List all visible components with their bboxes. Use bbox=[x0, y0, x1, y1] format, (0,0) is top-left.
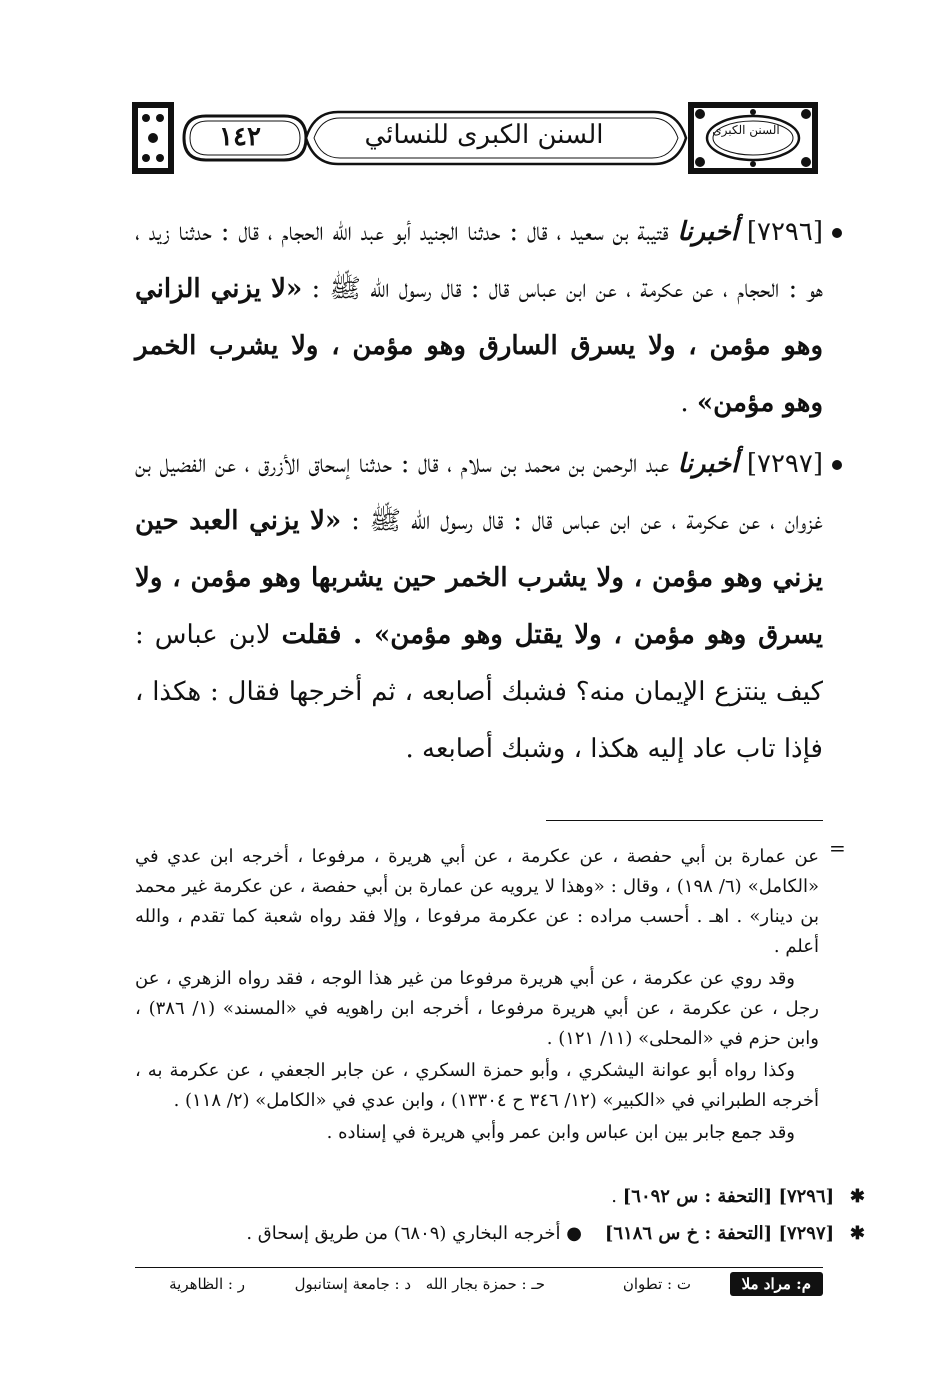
bullet-icon bbox=[832, 460, 842, 470]
tuhfa-line-7296 bbox=[135, 1182, 865, 1212]
source-t: ت : تطوان bbox=[622, 1275, 691, 1293]
source-m: م: مراد ملا bbox=[730, 1272, 823, 1296]
source-d: د : جامعة إستانبول bbox=[294, 1275, 411, 1293]
hadith-7297 bbox=[135, 436, 823, 778]
tuhfa-line-7297 bbox=[135, 1219, 865, 1249]
source-r: ر : الظاهرية bbox=[169, 1275, 245, 1293]
source-h: حـ : حمزة بجار الله bbox=[425, 1275, 545, 1293]
footnote-paragraph: عن عمارة بن أبي حفصة ، عن عكرمة ، عن أبي هريرة ، مرفوعا ، أخرجه ابن عدي في «الكامل» (٦/ ١٩٨) ، وقال : «وهذا لا يرويه عن عمارة بن أبي حفصة ، عن عكرمة غير محمد بن دينار» . اهـ . أحسب مراده : عن عكرمة مرفوعا ، وإلا فقد رواه شعبة كما تقدم ، والله أعلم . bbox=[135, 846, 819, 957]
akhbarana-word: أخبرنا bbox=[677, 449, 739, 479]
tuhfa-reference: [٧٢٩٧] [التحفة : خ س ٦١٨٦] bbox=[604, 1223, 835, 1244]
page-number: ١٤٢ bbox=[219, 122, 261, 152]
seal-emblem-text: السنن الكبرى bbox=[712, 123, 780, 137]
hadith-end: . bbox=[680, 388, 689, 418]
hadith-7296 bbox=[135, 204, 823, 432]
isnad-text: قتيبة بن سعيد ، قال : حدثنا الجنيد أبو عبد الله الحجام ، قال : حدثنا زيد ، هو : الحجام ، عن عكرمة ، عن ابن عباس قال : قال رسول الله ﷺ : bbox=[135, 217, 824, 304]
hadith-number: [٧٢٩٦] bbox=[746, 217, 823, 247]
tuhfa-reference: [٧٢٩٦] [التحفة : س ٦٠٩٢] bbox=[622, 1186, 835, 1207]
footnotes bbox=[135, 842, 819, 1150]
bottom-separator bbox=[135, 1267, 823, 1268]
manuscript-sources bbox=[135, 1270, 823, 1300]
akhbarana-word: أخبرنا bbox=[677, 217, 739, 247]
hadith-number: [٧٢٩٧] bbox=[746, 449, 823, 479]
footnote-paragraph: وقد جمع جابر بين ابن عباس وابن عمر وأبي هريرة في إسناده . bbox=[326, 1122, 795, 1143]
bullet-icon bbox=[832, 228, 842, 238]
tuhfa-note: ● أخرجه البخاري (٦٨٠٩) من طريق إسحاق . bbox=[246, 1223, 582, 1244]
book-title: السنن الكبرى للنسائي bbox=[364, 120, 604, 150]
hadith-continuation: لابن عباس : كيف ينتزع الإيمان منه؟ فشبك أصابعه ، ثم أخرجها فقال : هكذا ، فإذا تاب عاد إليه هكذا ، وشبك أصابعه . bbox=[135, 620, 823, 764]
prophet-saying: «لا يزني العبد حين يزني وهو مؤمن ، ولا يشرب الخمر حين يشربها وهو مؤمن ، ولا يسرق وهو مؤمن ، ولا يقتل وهو مؤمن» . فقلت bbox=[135, 506, 824, 650]
footnote-continuation-mark: = bbox=[829, 836, 846, 860]
footnote-paragraph: وقد روي عن عكرمة ، عن أبي هريرة مرفوعا من غير هذا الوجه ، فقد رواه الزهري ، عن رجل ، عن عكرمة ، عن أبي هريرة مرفوعا ، أخرجه ابن راهويه في «المسند» (١/ ٣٨٦) ، وابن حزم في «المحلى» (١١/ ١٢١) . bbox=[135, 968, 819, 1049]
footnote-separator bbox=[546, 820, 823, 821]
page-header bbox=[128, 98, 824, 178]
asterisk-icon: ✱ bbox=[849, 1223, 865, 1244]
tuhfa-end: . bbox=[611, 1186, 618, 1207]
isnad-text: عبد الرحمن بن محمد بن سلام ، قال : حدثنا إسحاق الأزرق ، عن الفضيل بن غزوان ، عن عكرمة ، عن ابن عباس قال : قال رسول الله ﷺ : bbox=[135, 449, 823, 536]
footnote-paragraph: وكذا رواه أبو عوانة اليشكري ، وأبو حمزة السكري ، عن جابر الجعفي ، عن عكرمة به ، أخرجه الطبراني في «الكبير» (١٢/ ٣٤٦ ح ١٣٣٠٤) ، وابن عدي في «الكامل» (٢/ ١١٨) . bbox=[135, 1060, 819, 1111]
asterisk-icon: ✱ bbox=[849, 1186, 865, 1207]
prophet-saying: «لا يزني الزاني وهو مؤمن ، ولا يسرق السارق وهو مؤمن ، ولا يشرب الخمر وهو مؤمن» bbox=[135, 274, 823, 418]
